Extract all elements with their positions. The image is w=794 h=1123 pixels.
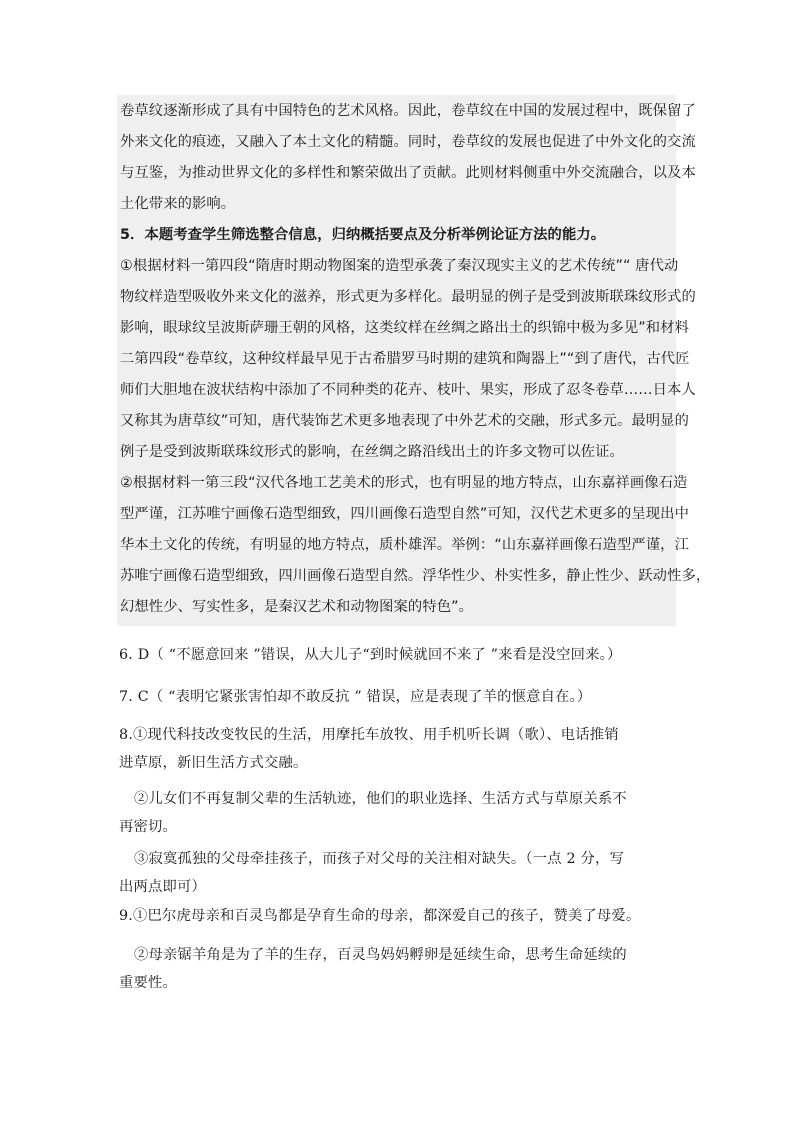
answer-8-line: 进草原，新旧生活方式交融。 (119, 755, 308, 771)
shaded-line: ①根据材料一第四段“隋唐时期动物图案的造型承袭了秦汉现实主义的艺术传统”“ 唐代动 (120, 258, 679, 274)
answer-8-line: ②儿女们不再复制父辈的生活轨迹，他们的职业选择、生活方式与草原关系不 (134, 791, 627, 807)
shaded-line: 例子是受到波斯联珠纹形式的影响，在丝绸之路沿线出土的许多文物可以佐证。 (120, 444, 624, 460)
answer-9-line: ②母亲锯羊角是为了羊的生存，百灵鸟妈妈孵卵是延续生命，思考生命延续的 (134, 947, 627, 963)
shaded-line: ②根据材料一第三段“汉代各地工艺美术的形式，也有明显的地方特点，山东嘉祥画像石造 (120, 475, 688, 491)
shaded-line: 影响，眼球纹呈波斯萨珊王朝的风格，这类纹样在丝绸之路出土的织锦中极为多见”和材料 (120, 320, 689, 336)
shaded-explanation-block (117, 95, 711, 626)
answer-6-text: 6. D（ “不愿意回来 ”错误，从大儿子“到时候就回不来了 ”来看是没空回来。） (119, 647, 622, 663)
answer-8-point-3 (119, 845, 675, 901)
shaded-line: 土化带来的影响。 (120, 196, 236, 212)
answer-9-point-1 (119, 902, 675, 930)
shaded-line: 苏唯宁画像石造型细致，四川画像石造型自然。浮华性少、朴实性多，静止性少、跃动性多， (120, 568, 711, 584)
answer-7 (119, 683, 675, 711)
shaded-line: 二第四段“卷草纹，这种纹样最早见于古希腊罗马时期的建筑和陶器上”“到了唐代，古代匠 (120, 351, 690, 367)
answer-8-point-2 (119, 785, 675, 841)
shaded-line: 物纹样造型吸收外来文化的滋养，形式更为多样化。最明显的例子是受到波斯联珠纹形式的 (120, 289, 696, 305)
answer-8-line: 出两点即可） (119, 879, 206, 895)
answer-8-line: 再密切。 (119, 819, 177, 835)
shaded-line: 又称其为唐草纹”可知，唐代装饰艺术更多地表现了中外艺术的交融，形式多元。最明显的 (120, 413, 689, 429)
shaded-line: 与互鉴，为推动世界文化的多样性和繁荣做出了贡献。此则材料侧重中外交流融合，以及本 (120, 165, 696, 181)
answer-9-line: 9.①巴尔虎母亲和百灵鸟都是孕育生命的母亲，都深爱自己的孩子，赞美了母爱。 (119, 908, 641, 924)
shaded-line: 华本土文化的传统，有明显的地方特点，质朴雄浑。举例：“山东嘉祥画像石造型严谨，江 (120, 537, 689, 553)
answer-7-text: 7. C（ “表明它紧张害怕却不敢反抗 ” 错误，应是表现了羊的惬意自在。） (119, 689, 592, 705)
question-5-heading: 5．本题考查学生筛选整合信息，归纳概括要点及分析举例论证方法的能力。 (120, 227, 606, 243)
shaded-line: 师们大胆地在波状结构中添加了不同种类的花卉、枝叶、果实，形成了忍冬卷草……日本人 (120, 382, 696, 398)
answer-8-line: ③寂寞孤独的父母牵挂孩子，而孩子对父母的关注相对缺失。（一点 2 分，写 (134, 851, 625, 867)
answer-8-point-1 (119, 721, 675, 777)
shaded-line: 型严谨，江苏唯宁画像石造型细致，四川画像石造型自然”可知，汉代艺术更多的呈现出中 (120, 506, 689, 522)
shaded-line: 幻想性少、写实性多，是秦汉艺术和动物图案的特色”。 (120, 599, 474, 615)
answer-9-line: 重要性。 (119, 975, 177, 991)
shaded-line: 卷草纹逐渐形成了具有中国特色的艺术风格。因此，卷草纹在中国的发展过程中，既保留了 (120, 103, 696, 119)
shaded-line: 外来文化的痕迹，又融入了本土文化的精髓。同时，卷草纹的发展也促进了中外文化的交流 (120, 134, 696, 150)
answer-9-point-2 (119, 941, 675, 997)
answer-8-line: 8.①现代科技改变牧民的生活，用摩托车放牧、用手机听长调（歌）、电话推销 (119, 727, 619, 743)
answer-6 (119, 641, 675, 669)
